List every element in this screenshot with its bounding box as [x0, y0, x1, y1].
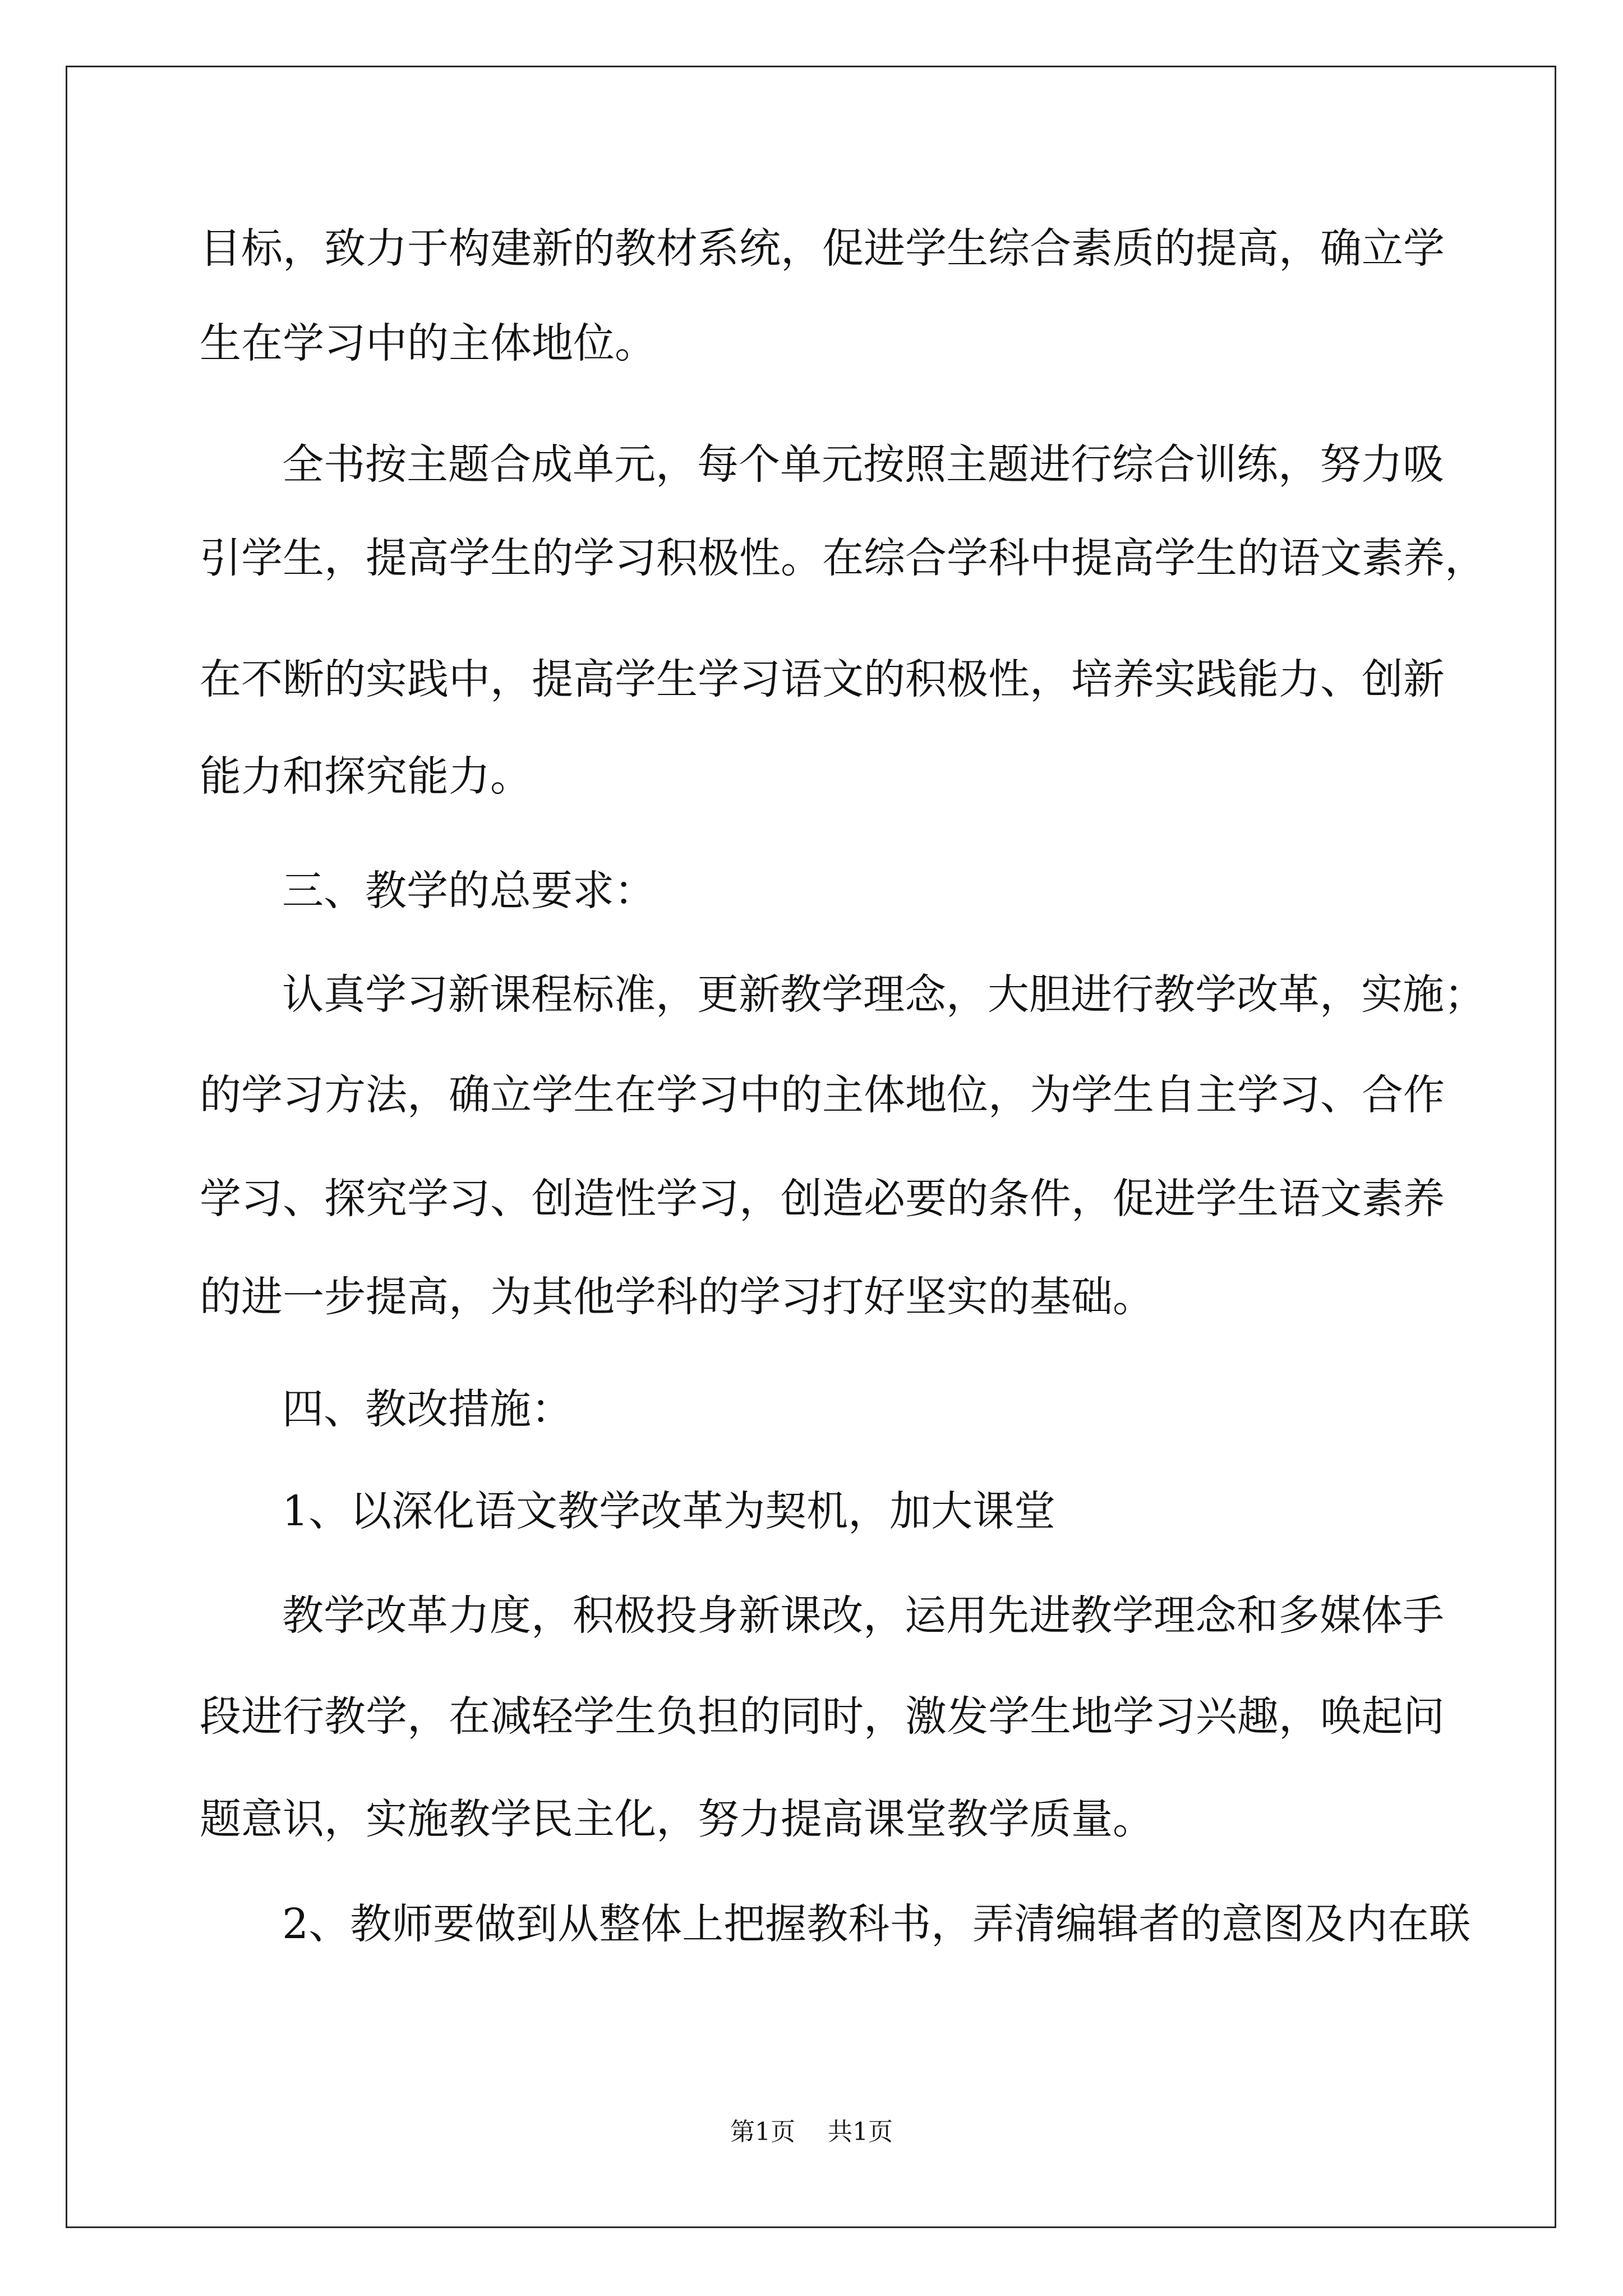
- section-heading: 四、教改措施：: [282, 1385, 573, 1433]
- body-line: 目标，致力于构建新的教材系统，促进学生综合素质的提高，确立学: [200, 224, 1445, 273]
- page-total: 共1页: [828, 2118, 893, 2146]
- body-line: 1、以深化语文教学改革为契机，加大课堂: [282, 1487, 1056, 1535]
- body-line: 教学改革力度，积极投身新课改，运用先进教学理念和多媒体手: [282, 1591, 1444, 1640]
- body-line: 能力和探究能力。: [200, 752, 532, 800]
- body-line: 学习、探究学习、创造性学习，创造必要的条件，促进学生语文素养: [200, 1175, 1445, 1223]
- body-line: 题意识，实施教学民主化，努力提高课堂教学质量。: [200, 1795, 1154, 1843]
- page-number: 第1页: [730, 2118, 795, 2146]
- body-line: 引学生，提高学生的学习积极性。在综合学科中提高学生的语文素养，: [200, 534, 1486, 582]
- body-line: 认真学习新课程标准，更新教学理念，大胆进行教学改革，实施；: [282, 970, 1486, 1019]
- body-line: 全书按主题合成单元，每个单元按照主题进行综合训练，努力吸: [282, 440, 1444, 489]
- page-footer: [0, 2116, 1623, 2148]
- body-line: 2、教师要做到从整体上把握教科书，弄清编辑者的意图及内在联: [282, 1900, 1471, 1948]
- body-line: 的学习方法，确立学生在学习中的主体地位，为学生自主学习、合作: [200, 1071, 1445, 1119]
- section-heading: 三、教学的总要求：: [282, 867, 656, 915]
- body-line: 在不断的实践中，提高学生学习语文的积极性，培养实践能力、创新: [200, 655, 1445, 703]
- body-line: 段进行教学，在减轻学生负担的同时，激发学生地学习兴趣，唤起问: [200, 1692, 1445, 1741]
- body-line: 的进一步提高，为其他学科的学习打好坚实的基础。: [200, 1273, 1154, 1321]
- body-line: 生在学习中的主体地位。: [200, 319, 656, 367]
